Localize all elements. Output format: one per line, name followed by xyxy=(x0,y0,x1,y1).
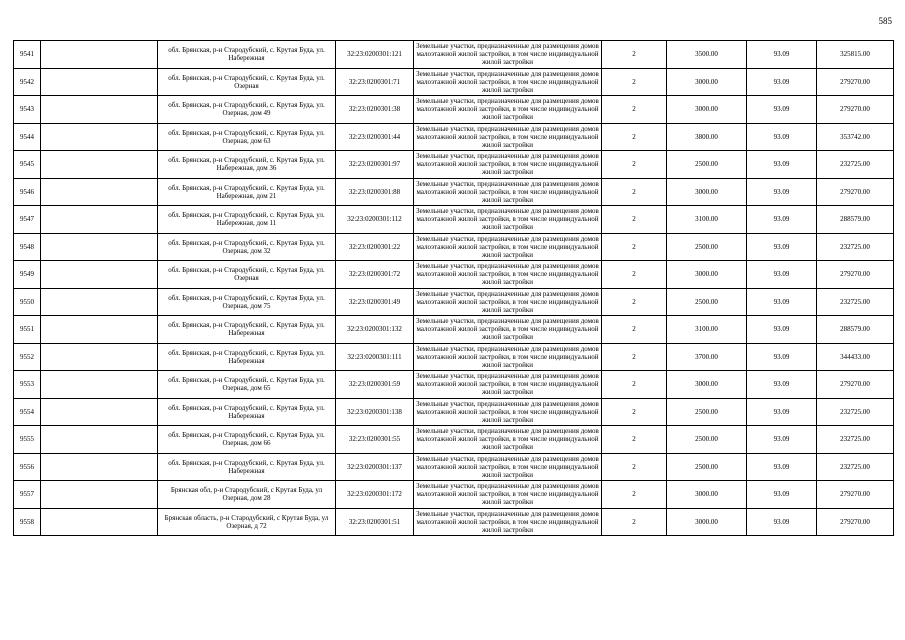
permitted-use-cell: Земельные участки, предназначенные для размещения домов малоэтажной жилой застройки, в том числе индивидуальной жилой застройки xyxy=(414,41,602,69)
spacer-cell xyxy=(41,426,158,454)
cadastral-number-cell: 32:23:0200301:112 xyxy=(336,206,414,234)
cadastral-number-cell: 32:23:0200301:38 xyxy=(336,96,414,124)
category-cell: 2 xyxy=(602,316,667,344)
row-number-cell: 9555 xyxy=(14,426,41,454)
cadastral-number-cell: 32:23:0200301:55 xyxy=(336,426,414,454)
address-cell: обл. Брянская, р-н Стародубский, с. Крутая Буда, ул. Озерная, дом 66 xyxy=(158,426,336,454)
area-cell: 3800.00 xyxy=(667,123,747,151)
cadastral-value-cell: 279270.00 xyxy=(817,68,894,96)
category-cell: 2 xyxy=(602,371,667,399)
area-cell: 2500.00 xyxy=(667,398,747,426)
category-cell: 2 xyxy=(602,96,667,124)
address-cell: обл. Брянская, р-н Стародубский, с. Крутая Буда, ул. Набережная, дом 11 xyxy=(158,206,336,234)
cadastral-value-cell: 279270.00 xyxy=(817,508,894,536)
category-cell: 2 xyxy=(602,151,667,179)
category-cell: 2 xyxy=(602,206,667,234)
area-cell: 3500.00 xyxy=(667,41,747,69)
permitted-use-cell: Земельные участки, предназначенные для размещения домов малоэтажной жилой застройки, в том числе индивидуальной жилой застройки xyxy=(414,426,602,454)
cadastral-value-cell: 353742.00 xyxy=(817,123,894,151)
address-cell: обл. Брянская, р-н Стародубский, с. Крутая Буда, ул. Озерная xyxy=(158,68,336,96)
cadastral-number-cell: 32:23:0200301:59 xyxy=(336,371,414,399)
address-cell: обл. Брянская, р-н Стародубский, с. Крутая Буда, ул. Набережная, дом 21 xyxy=(158,178,336,206)
address-cell: обл. Брянская, р-н Стародубский, с. Крутая Буда, ул. Набережная xyxy=(158,398,336,426)
cadastral-value-cell: 288579.00 xyxy=(817,206,894,234)
table-row xyxy=(14,371,894,399)
area-cell: 3000.00 xyxy=(667,261,747,289)
permitted-use-cell: Земельные участки, предназначенные для размещения домов малоэтажной жилой застройки, в том числе индивидуальной жилой застройки xyxy=(414,288,602,316)
permitted-use-cell: Земельные участки, предназначенные для размещения домов малоэтажной жилой застройки, в том числе индивидуальной жилой застройки xyxy=(414,68,602,96)
cadastral-value-cell: 279270.00 xyxy=(817,371,894,399)
cadastral-number-cell: 32:23:0200301:44 xyxy=(336,123,414,151)
address-cell: обл. Брянская, р-н Стародубский, с. Крутая Буда, ул. Озерная, дом 75 xyxy=(158,288,336,316)
cadastral-value-cell: 232725.00 xyxy=(817,453,894,481)
spacer-cell xyxy=(41,343,158,371)
page-number: 585 xyxy=(878,16,892,26)
address-cell: Брянская область, р-н Стародубский, с Крутая Буда, ул Озерная, д 72 xyxy=(158,508,336,536)
row-number-cell: 9542 xyxy=(14,68,41,96)
cadastral-number-cell: 32:23:0200301:138 xyxy=(336,398,414,426)
cadastral-number-cell: 32:23:0200301:172 xyxy=(336,481,414,509)
area-cell: 3000.00 xyxy=(667,371,747,399)
area-cell: 2500.00 xyxy=(667,288,747,316)
cadastral-number-cell: 32:23:0200301:137 xyxy=(336,453,414,481)
spacer-cell xyxy=(41,151,158,179)
row-number-cell: 9544 xyxy=(14,123,41,151)
category-cell: 2 xyxy=(602,453,667,481)
area-cell: 2500.00 xyxy=(667,426,747,454)
table-body xyxy=(14,41,894,536)
cadastral-value-cell: 344433.00 xyxy=(817,343,894,371)
cadastral-number-cell: 32:23:0200301:121 xyxy=(336,41,414,69)
spacer-cell xyxy=(41,41,158,69)
row-number-cell: 9550 xyxy=(14,288,41,316)
row-number-cell: 9548 xyxy=(14,233,41,261)
permitted-use-cell: Земельные участки, предназначенные для размещения домов малоэтажной жилой застройки, в том числе индивидуальной жилой застройки xyxy=(414,316,602,344)
category-cell: 2 xyxy=(602,426,667,454)
row-number-cell: 9545 xyxy=(14,151,41,179)
table-row xyxy=(14,426,894,454)
row-number-cell: 9556 xyxy=(14,453,41,481)
row-number-cell: 9552 xyxy=(14,343,41,371)
address-cell: обл. Брянская, р-н Стародубский, с. Крутая Буда, ул. Озерная, дом 49 xyxy=(158,96,336,124)
permitted-use-cell: Земельные участки, предназначенные для размещения домов малоэтажной жилой застройки, в том числе индивидуальной жилой застройки xyxy=(414,453,602,481)
address-cell: обл. Брянская, р-н Стародубский, с. Крутая Буда, ул. Озерная, дом 63 xyxy=(158,123,336,151)
address-cell: обл. Брянская, р-н Стародубский, с. Крутая Буда, ул. Озерная xyxy=(158,261,336,289)
cadastral-value-cell: 279270.00 xyxy=(817,96,894,124)
specific-value-cell: 93.09 xyxy=(747,41,817,69)
category-cell: 2 xyxy=(602,288,667,316)
spacer-cell xyxy=(41,178,158,206)
land-registry-table xyxy=(13,40,894,536)
table-row xyxy=(14,508,894,536)
spacer-cell xyxy=(41,68,158,96)
specific-value-cell: 93.09 xyxy=(747,508,817,536)
row-number-cell: 9558 xyxy=(14,508,41,536)
table-row xyxy=(14,41,894,69)
address-cell: обл. Брянская, р-н Стародубский, с. Крутая Буда, ул. Озерная, дом 65 xyxy=(158,371,336,399)
category-cell: 2 xyxy=(602,233,667,261)
category-cell: 2 xyxy=(602,68,667,96)
cadastral-value-cell: 288579.00 xyxy=(817,316,894,344)
permitted-use-cell: Земельные участки, предназначенные для размещения домов малоэтажной жилой застройки, в том числе индивидуальной жилой застройки xyxy=(414,398,602,426)
cadastral-value-cell: 232725.00 xyxy=(817,426,894,454)
permitted-use-cell: Земельные участки, предназначенные для размещения домов малоэтажной жилой застройки, в том числе индивидуальной жилой застройки xyxy=(414,96,602,124)
area-cell: 3100.00 xyxy=(667,316,747,344)
category-cell: 2 xyxy=(602,261,667,289)
cadastral-value-cell: 325815.00 xyxy=(817,41,894,69)
table-row xyxy=(14,398,894,426)
cadastral-value-cell: 232725.00 xyxy=(817,398,894,426)
category-cell: 2 xyxy=(602,508,667,536)
address-cell: обл. Брянская, р-н Стародубский, с. Крутая Буда, ул. Озерная, дом 32 xyxy=(158,233,336,261)
cadastral-number-cell: 32:23:0200301:71 xyxy=(336,68,414,96)
table-row xyxy=(14,96,894,124)
specific-value-cell: 93.09 xyxy=(747,288,817,316)
table-row xyxy=(14,343,894,371)
table-row xyxy=(14,261,894,289)
row-number-cell: 9541 xyxy=(14,41,41,69)
specific-value-cell: 93.09 xyxy=(747,123,817,151)
specific-value-cell: 93.09 xyxy=(747,178,817,206)
table-row xyxy=(14,481,894,509)
permitted-use-cell: Земельные участки, предназначенные для размещения домов малоэтажной жилой застройки, в том числе индивидуальной жилой застройки xyxy=(414,178,602,206)
specific-value-cell: 93.09 xyxy=(747,206,817,234)
spacer-cell xyxy=(41,206,158,234)
cadastral-number-cell: 32:23:0200301:111 xyxy=(336,343,414,371)
spacer-cell xyxy=(41,371,158,399)
spacer-cell xyxy=(41,453,158,481)
permitted-use-cell: Земельные участки, предназначенные для размещения домов малоэтажной жилой застройки, в том числе индивидуальной жилой застройки xyxy=(414,151,602,179)
cadastral-value-cell: 232725.00 xyxy=(817,233,894,261)
area-cell: 2500.00 xyxy=(667,453,747,481)
cadastral-value-cell: 279270.00 xyxy=(817,481,894,509)
specific-value-cell: 93.09 xyxy=(747,96,817,124)
area-cell: 3100.00 xyxy=(667,206,747,234)
table-row xyxy=(14,178,894,206)
area-cell: 3000.00 xyxy=(667,68,747,96)
category-cell: 2 xyxy=(602,343,667,371)
permitted-use-cell: Земельные участки, предназначенные для размещения домов малоэтажной жилой застройки, в том числе индивидуальной жилой застройки xyxy=(414,371,602,399)
area-cell: 3700.00 xyxy=(667,343,747,371)
row-number-cell: 9557 xyxy=(14,481,41,509)
category-cell: 2 xyxy=(602,481,667,509)
cadastral-number-cell: 32:23:0200301:49 xyxy=(336,288,414,316)
spacer-cell xyxy=(41,233,158,261)
table-row xyxy=(14,123,894,151)
cadastral-number-cell: 32:23:0200301:88 xyxy=(336,178,414,206)
specific-value-cell: 93.09 xyxy=(747,453,817,481)
address-cell: обл. Брянская, р-н Стародубский, с. Крутая Буда, ул. Набережная xyxy=(158,453,336,481)
cadastral-value-cell: 279270.00 xyxy=(817,261,894,289)
area-cell: 2500.00 xyxy=(667,233,747,261)
table-row xyxy=(14,151,894,179)
table-row xyxy=(14,288,894,316)
area-cell: 2500.00 xyxy=(667,151,747,179)
permitted-use-cell: Земельные участки, предназначенные для размещения домов малоэтажной жилой застройки, в том числе индивидуальной жилой застройки xyxy=(414,343,602,371)
address-cell: обл. Брянская, р-н Стародубский, с. Крутая Буда, ул. Набережная, дом 36 xyxy=(158,151,336,179)
spacer-cell xyxy=(41,288,158,316)
area-cell: 3000.00 xyxy=(667,481,747,509)
row-number-cell: 9546 xyxy=(14,178,41,206)
row-number-cell: 9549 xyxy=(14,261,41,289)
specific-value-cell: 93.09 xyxy=(747,68,817,96)
spacer-cell xyxy=(41,316,158,344)
row-number-cell: 9547 xyxy=(14,206,41,234)
cadastral-number-cell: 32:23:0200301:132 xyxy=(336,316,414,344)
table-row xyxy=(14,206,894,234)
row-number-cell: 9553 xyxy=(14,371,41,399)
permitted-use-cell: Земельные участки, предназначенные для размещения домов малоэтажной жилой застройки, в том числе индивидуальной жилой застройки xyxy=(414,508,602,536)
permitted-use-cell: Земельные участки, предназначенные для размещения домов малоэтажной жилой застройки, в том числе индивидуальной жилой застройки xyxy=(414,123,602,151)
specific-value-cell: 93.09 xyxy=(747,151,817,179)
category-cell: 2 xyxy=(602,41,667,69)
table-row xyxy=(14,453,894,481)
specific-value-cell: 93.09 xyxy=(747,343,817,371)
spacer-cell xyxy=(41,481,158,509)
address-cell: обл. Брянская, р-н Стародубский, с. Крутая Буда, ул. Набережная xyxy=(158,41,336,69)
cadastral-value-cell: 232725.00 xyxy=(817,288,894,316)
cadastral-value-cell: 232725.00 xyxy=(817,151,894,179)
spacer-cell xyxy=(41,508,158,536)
table-row xyxy=(14,68,894,96)
spacer-cell xyxy=(41,123,158,151)
cadastral-value-cell: 279270.00 xyxy=(817,178,894,206)
cadastral-number-cell: 32:23:0200301:97 xyxy=(336,151,414,179)
specific-value-cell: 93.09 xyxy=(747,261,817,289)
permitted-use-cell: Земельные участки, предназначенные для размещения домов малоэтажной жилой застройки, в том числе индивидуальной жилой застройки xyxy=(414,261,602,289)
category-cell: 2 xyxy=(602,178,667,206)
permitted-use-cell: Земельные участки, предназначенные для размещения домов малоэтажной жилой застройки, в том числе индивидуальной жилой застройки xyxy=(414,233,602,261)
row-number-cell: 9543 xyxy=(14,96,41,124)
area-cell: 3000.00 xyxy=(667,508,747,536)
permitted-use-cell: Земельные участки, предназначенные для размещения домов малоэтажной жилой застройки, в том числе индивидуальной жилой застройки xyxy=(414,206,602,234)
spacer-cell xyxy=(41,398,158,426)
specific-value-cell: 93.09 xyxy=(747,481,817,509)
address-cell: Брянская обл, р-н Стародубский, с Крутая Буда, ул Озерная, дом 28 xyxy=(158,481,336,509)
address-cell: обл. Брянская, р-н Стародубский, с. Крутая Буда, ул. Набережная xyxy=(158,316,336,344)
specific-value-cell: 93.09 xyxy=(747,233,817,261)
table-row xyxy=(14,316,894,344)
cadastral-number-cell: 32:23:0200301:72 xyxy=(336,261,414,289)
permitted-use-cell: Земельные участки, предназначенные для размещения домов малоэтажной жилой застройки, в том числе индивидуальной жилой застройки xyxy=(414,481,602,509)
spacer-cell xyxy=(41,96,158,124)
spacer-cell xyxy=(41,261,158,289)
category-cell: 2 xyxy=(602,398,667,426)
table-row xyxy=(14,233,894,261)
address-cell: обл. Брянская, р-н Стародубский, с. Крутая Буда, ул. Набережная xyxy=(158,343,336,371)
specific-value-cell: 93.09 xyxy=(747,316,817,344)
specific-value-cell: 93.09 xyxy=(747,426,817,454)
area-cell: 3000.00 xyxy=(667,178,747,206)
specific-value-cell: 93.09 xyxy=(747,398,817,426)
cadastral-number-cell: 32:23:0200301:22 xyxy=(336,233,414,261)
category-cell: 2 xyxy=(602,123,667,151)
cadastral-number-cell: 32:23:0200301:51 xyxy=(336,508,414,536)
specific-value-cell: 93.09 xyxy=(747,371,817,399)
area-cell: 3000.00 xyxy=(667,96,747,124)
row-number-cell: 9551 xyxy=(14,316,41,344)
row-number-cell: 9554 xyxy=(14,398,41,426)
